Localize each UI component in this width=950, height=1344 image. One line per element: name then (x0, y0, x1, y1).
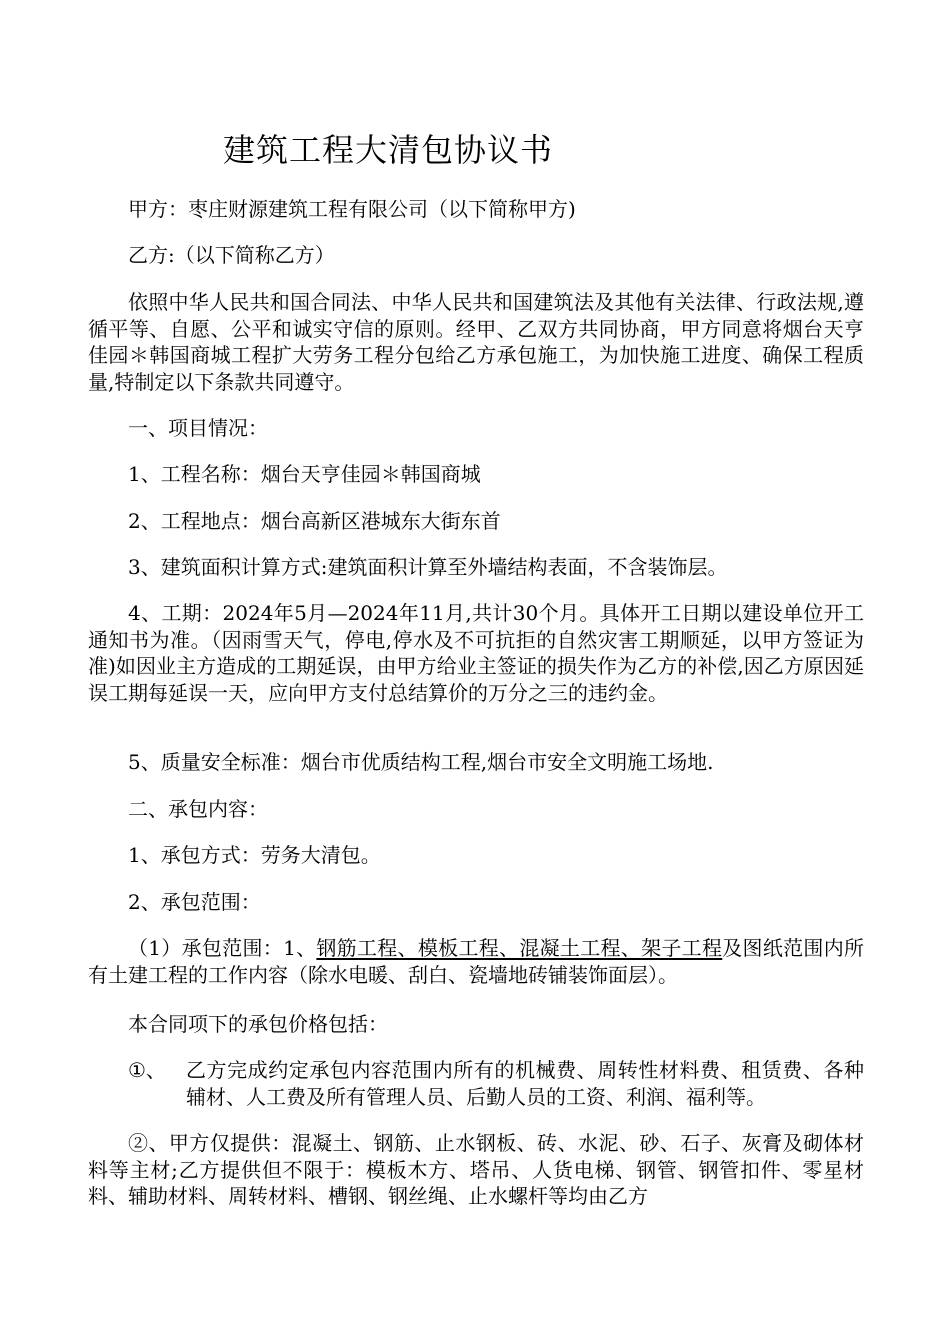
document-title: 建筑工程大清包协议书 (222, 131, 553, 169)
scope-detail-paragraph (88, 935, 864, 988)
contract-method-item: 1、承包方式：劳务大清包。 (128, 843, 381, 867)
price-heading: 本合同项下的承包价格包括： (128, 1012, 388, 1036)
project-name-item: 1、工程名称：烟台天亨佳园＊韩国商城 (128, 462, 481, 486)
contract-scope-item: 2、承包范围： (128, 890, 261, 914)
intro-paragraph: 依照中华人民共和国合同法、中华人民共和国建筑法及其他有关法律、行政法规,遵循平等、自愿、公平和诚实守信的原则。经甲、乙双方共同协商，甲方同意将烟台天亨佳园＊韩国商城工程扩大劳务工程分包给乙方承包施工，为加快施工进度、确保工程质量,特制定以下条款共同遵守。 (88, 290, 864, 394)
price-item-2: ②、甲方仅提供：混凝土、钢筋、止水钢板、砖、水泥、砂、石子、灰膏及砌体材料等主材;乙方提供但不限于：模板木方、塔吊、人货电梯、钢管、钢管扣件、零星材料、辅助材料、周转材料、槽钢、钢丝绳、止水螺杆等均由乙方 (88, 1131, 864, 1208)
price-item-1-text: 乙方完成约定承包内容范围内所有的机械费、周转性材料费、租赁费、各种辅材、人工费及所有管理人员、后勤人员的工资、利润、福利等。 (186, 1058, 864, 1109)
scope-underlined-works: 钢筋工程、模板工程、混凝土工程、架子工程 (316, 936, 723, 960)
price-item-1 (128, 1057, 864, 1110)
section-heading-project: 一、项目情况： (128, 416, 268, 440)
party-b-line: 乙方:（以下简称乙方） (128, 243, 335, 267)
scope-suffix: 及图纸范围内所有土建工程的工作内容（除水电暖、刮白、瓷墙地砖铺装饰面层）。 (88, 936, 865, 987)
quality-standard-item: 5、质量安全标准：烟台市优质结构工程,烟台市安全文明施工场地. (128, 750, 714, 774)
price-item-1-marker: ①、 (128, 1058, 166, 1082)
area-calculation-item: 3、建筑面积计算方式:建筑面积计算至外墙结构表面，不含装饰层。 (128, 555, 728, 579)
project-location-item: 2、工程地点：烟台高新区港城东大街东首 (128, 509, 501, 533)
section-heading-contract: 二、承包内容： (128, 797, 268, 821)
schedule-item: 4、工期：2024年5月—2024年11月,共计30个月。具体开工日期以建设单位开工通知书为准。（因雨雪天气，停电,停水及不可抗拒的自然灾害工期顺延，以甲方签证为准)如因业主方造成的工期延误，由甲方给业主签证的损失作为乙方的补偿,因乙方原因延误工期每延误一天，应向甲方支付总结算价的万分之三的违约金。 (88, 601, 864, 705)
scope-prefix: （1）承包范围：1、 (128, 936, 317, 960)
party-a-line: 甲方：枣庄财源建筑工程有限公司（以下简称甲方) (128, 197, 576, 221)
